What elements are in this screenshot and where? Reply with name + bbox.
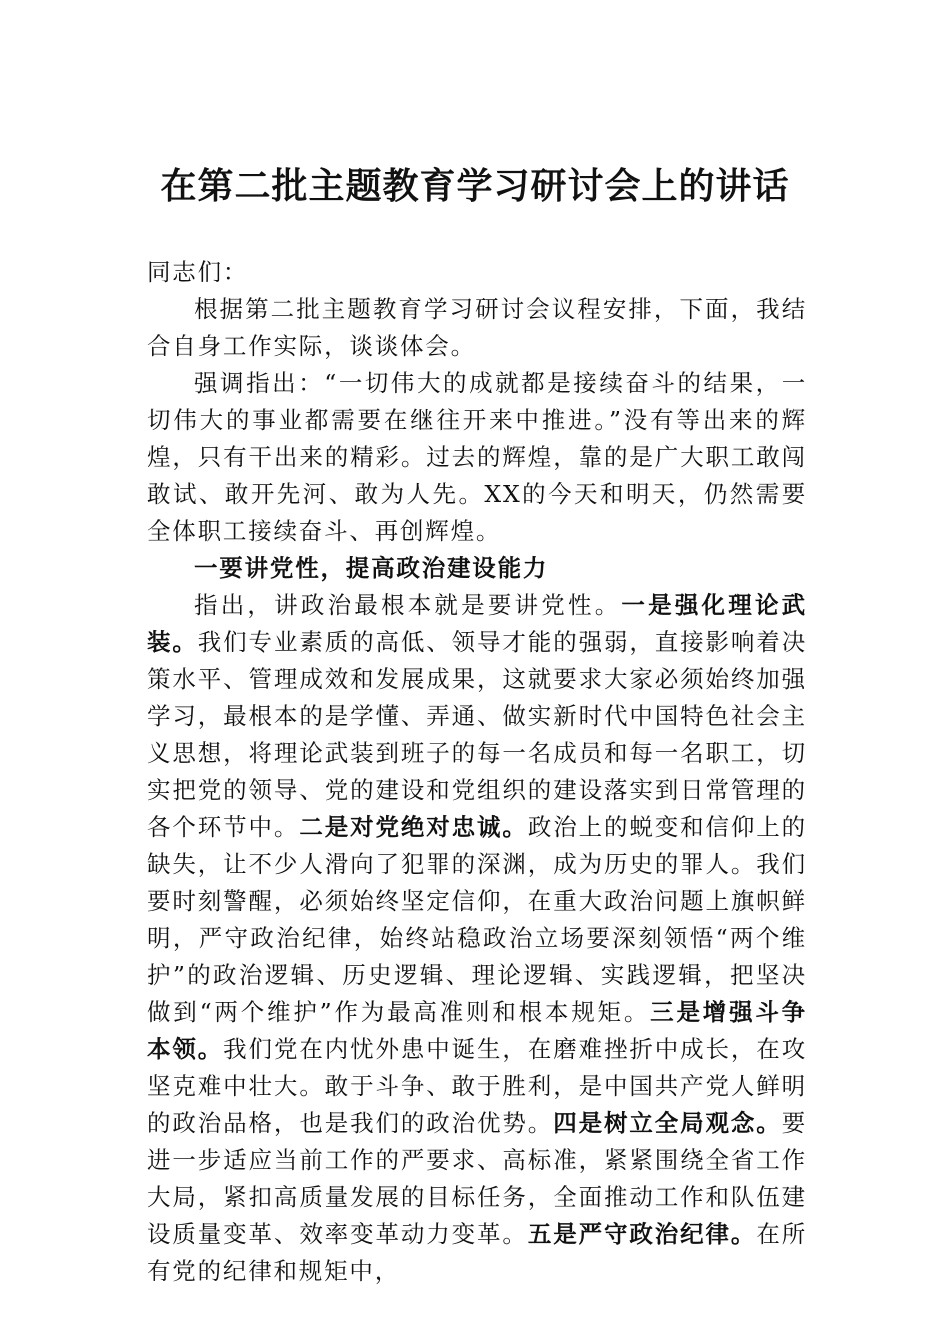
main-intro: 指出，讲政治最根本就是要讲党性。	[194, 591, 622, 619]
point5-text: 在所有党的纪律和规矩中，	[147, 1220, 808, 1285]
point2-title: 二是对党绝对忠诚。	[299, 813, 528, 841]
section-heading: 一要讲党性，提高政治建设能力	[194, 554, 549, 582]
document-title: 在第二批主题教育学习研讨会上的讲话	[160, 165, 790, 207]
salutation: 同志们：	[147, 258, 249, 286]
point3-title: 三是增强斗争本领。	[147, 998, 807, 1063]
point5-title: 五是严守政治纪律。	[527, 1220, 757, 1248]
intro-paragraph: 根据第二批主题教育学习研讨会议程安排，下面，我结合自身工作实际，谈谈体会。	[147, 295, 807, 360]
point2-text: 政治上的蜕变和信仰上的缺失，让不少人滑向了犯罪的深渊，成为历史的罪人。我们要时刻警醒，必须始终坚定信仰，在重大政治问题上旗帜鲜明，严守政治纪律，始终站稳政治立场要深刻领悟“两个维护”的政治逻辑、历史逻辑、理论逻辑、实践逻辑，把坚决做到“两个维护”作为最高准则和根本规矩。	[147, 813, 807, 1026]
main-paragraph	[147, 587, 807, 1290]
point1-text: 我们专业素质的高低、领导才能的强弱，直接影响着决策水平、管理成效和发展成果，这就要求大家必须始终加强学习，最根本的是学懂、弄通、做实新时代中国特色社会主义思想，将理论武装到班子的每一名成员和每一名职工，切实把党的领导、党的建设和党组织的建设落实到日常管理的各个环节中。	[147, 628, 807, 841]
point4-text: 要进一步适应当前工作的严要求、高标准，紧紧围绕全省工作大局，紧扣高质量发展的目标任务，全面推动工作和队伍建设质量变革、效率变革动力变革。	[147, 1109, 807, 1248]
quote-paragraph: 强调指出：“一切伟大的成就都是接续奋斗的结果，一切伟大的事业都需要在继往开来中推进。”没有等出来的辉煌，只有干出来的精彩。过去的辉煌，靠的是广大职工敢闯敢试、敢开先河、敢为人先。XX的今天和明天，仍然需要全体职工接续奋斗、再创辉煌。	[147, 369, 807, 545]
point4-title: 四是树立全局观念。	[553, 1109, 782, 1137]
document-body	[147, 254, 807, 1290]
point1-title: 一是强化理论武装。	[147, 591, 807, 656]
point3-text: 我们党在内忧外患中诞生，在磨难挫折中成长，在攻坚克难中壮大。敢于斗争、敢于胜利，是中国共产党人鲜明的政治品格，也是我们的政治优势。	[147, 1035, 807, 1137]
